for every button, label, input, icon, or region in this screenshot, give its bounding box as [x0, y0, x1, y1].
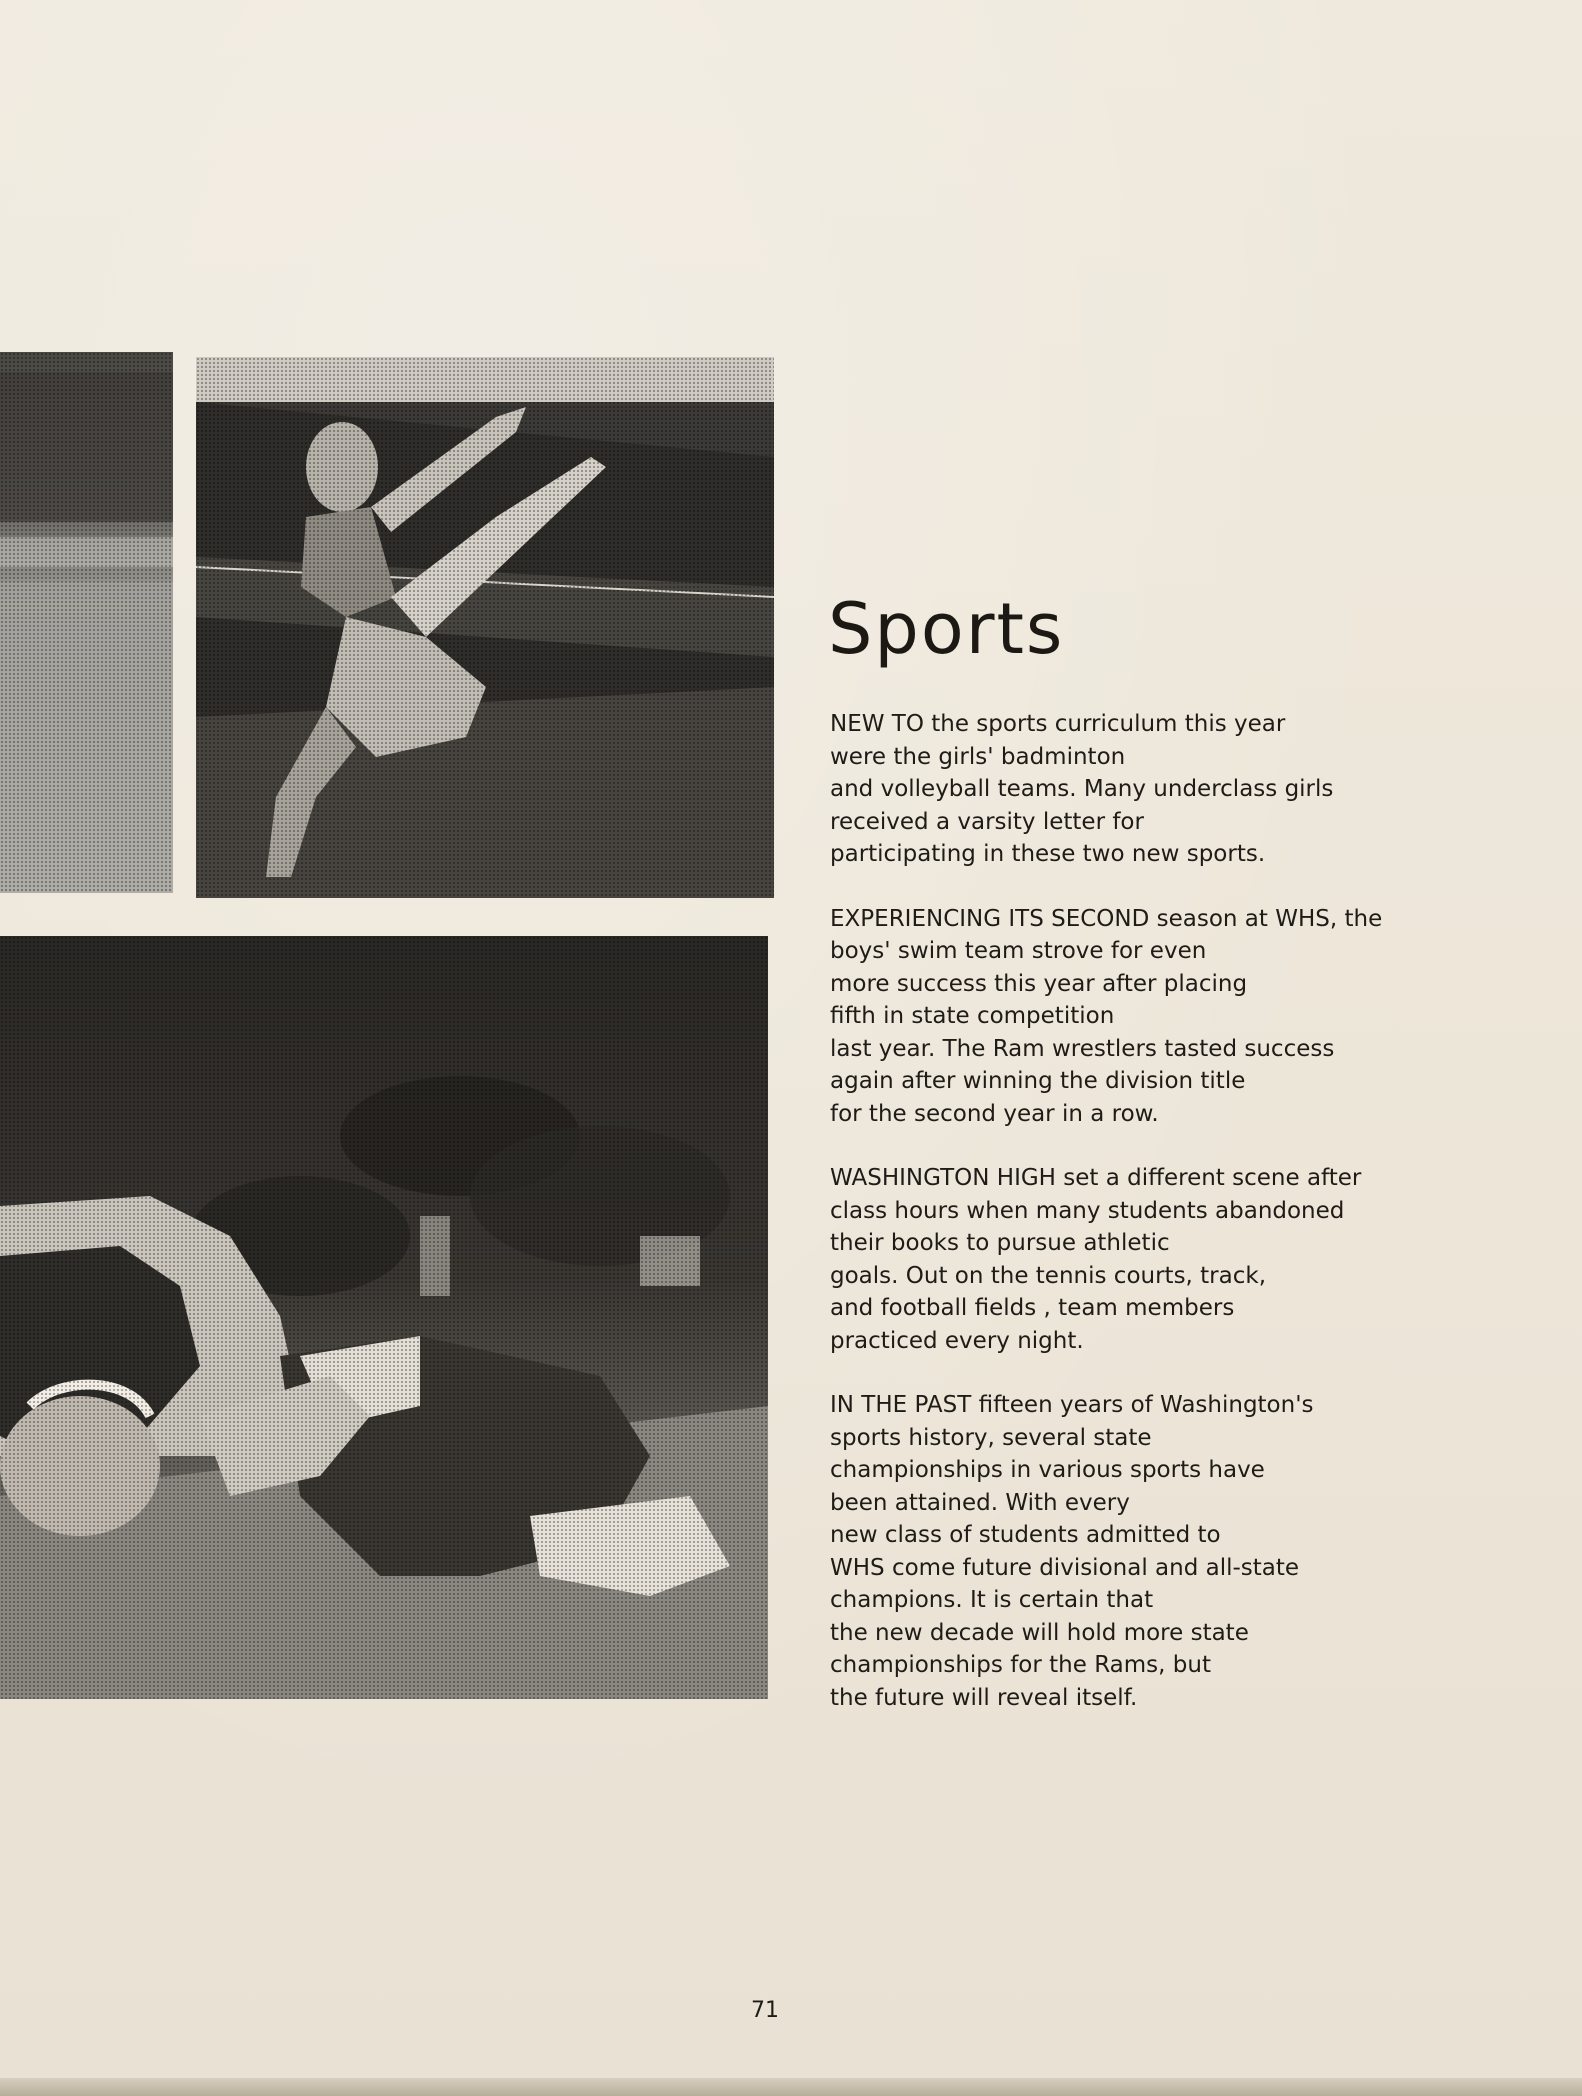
paragraph-in-the-past — [830, 1389, 1430, 1714]
article-body — [830, 708, 1430, 1746]
text-line: NEW TO the sports curriculum this year — [830, 711, 1286, 737]
text-line: last year. The Ram wrestlers tasted success — [830, 1035, 1335, 1062]
text-line: IN THE PAST fifteen years of Washington's — [830, 1392, 1314, 1418]
text-line: participating in these two new sports. — [830, 841, 1266, 867]
text-line: more success this year after placing — [830, 970, 1248, 997]
text-line: boys' swim team strove for even — [830, 938, 1207, 964]
page-number: 71 — [751, 1998, 779, 2023]
paragraph-new-to — [830, 708, 1430, 871]
text-line: WHS come future divisional and all-state — [830, 1554, 1300, 1581]
text-line: new class of students admitted to — [830, 1522, 1221, 1548]
text-line: sports history, several state — [830, 1424, 1152, 1451]
text-line: practiced every night. — [830, 1327, 1084, 1354]
text-line: the future will reveal itself. — [830, 1684, 1138, 1711]
text-line: EXPERIENCING ITS SECOND season at WHS, the — [830, 905, 1383, 932]
paragraph-washington-high — [830, 1162, 1430, 1357]
page-heading: Sports — [828, 588, 1065, 670]
text-line: again after winning the division title — [830, 1068, 1246, 1094]
text-line: class hours when many students abandoned — [830, 1197, 1345, 1224]
text-line: and volleyball teams. Many underclass girls — [830, 776, 1334, 802]
wrestling-photo-image — [0, 936, 768, 1699]
text-line: WASHINGTON HIGH set a different scene after — [830, 1165, 1362, 1191]
text-line: champions. It is certain that — [830, 1587, 1154, 1613]
text-line: their books to pursue athletic — [830, 1230, 1170, 1256]
text-line: the new decade will hold more state — [830, 1619, 1249, 1646]
field-photo-image — [0, 352, 173, 893]
text-line: were the girls' badminton — [830, 743, 1126, 770]
field-photo — [0, 352, 173, 893]
hurdler-photo — [196, 357, 774, 898]
text-line: and football fields , team members — [830, 1295, 1235, 1321]
wrestling-photo — [0, 936, 768, 1699]
text-line: championships in various sports have — [830, 1457, 1265, 1483]
text-line: received a varsity letter for — [830, 808, 1144, 835]
text-line: been attained. With every — [830, 1489, 1130, 1516]
text-line: for the second year in a row. — [830, 1100, 1159, 1127]
page-bottom-edge — [0, 2078, 1582, 2096]
text-line: championships for the Rams, but — [830, 1652, 1211, 1678]
paragraph-experiencing — [830, 903, 1430, 1131]
hurdler-photo-image — [196, 357, 774, 898]
text-line: goals. Out on the tennis courts, track, — [830, 1262, 1267, 1289]
text-line: fifth in state competition — [830, 1003, 1115, 1029]
